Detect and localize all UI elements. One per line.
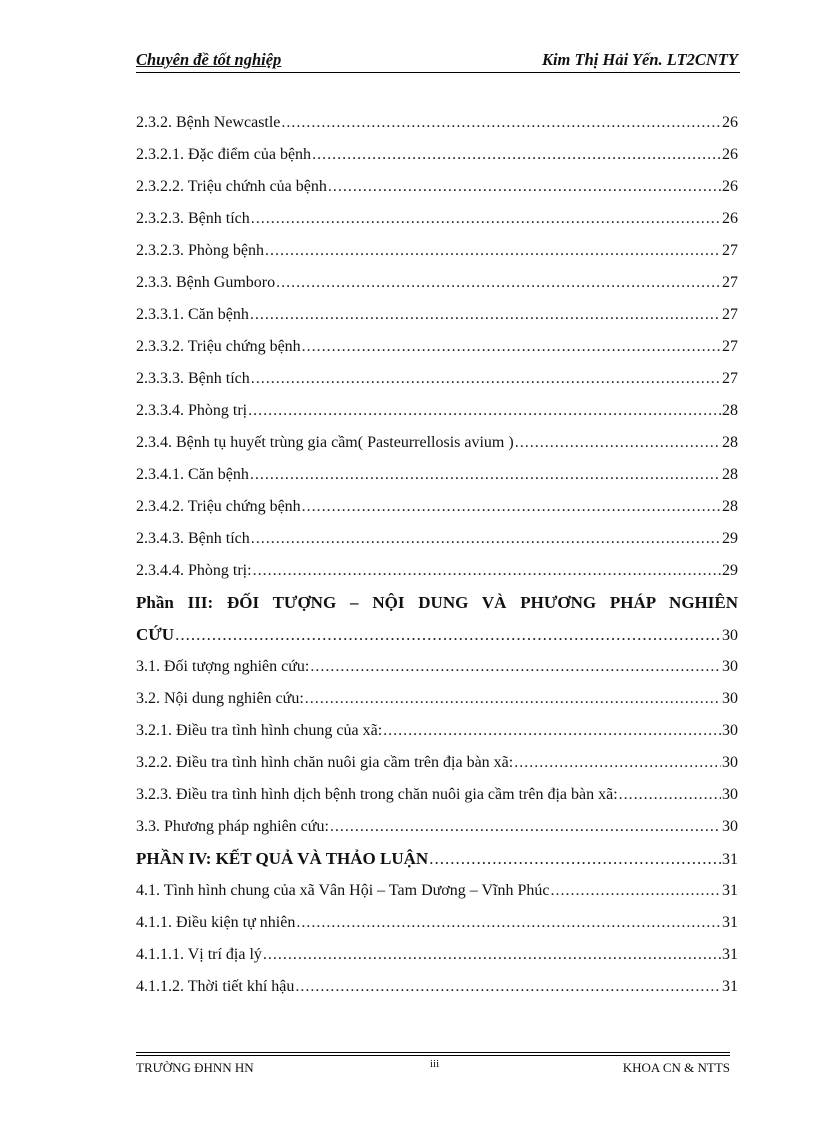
toc-entry-label: 2.3.4.3. Bệnh tích xyxy=(136,530,250,547)
toc-entry-page: 26 xyxy=(722,178,738,195)
header-title: Chuyên đề tốt nghiệp xyxy=(136,50,282,69)
toc-entry-page: 26 xyxy=(722,114,738,131)
toc-leader-dots xyxy=(302,496,721,518)
toc-leader-dots xyxy=(330,816,721,838)
toc-entry-label: 2.3.2.3. Phòng bệnh xyxy=(136,242,264,259)
toc-entry-page: 27 xyxy=(722,338,738,355)
toc-entry-label: 2.3.3.3. Bệnh tích xyxy=(136,370,250,387)
toc-entry-label: 3.1. Đối tượng nghiên cứu: xyxy=(136,658,310,675)
toc-leader-dots xyxy=(251,208,721,230)
toc-leader-dots xyxy=(281,112,721,134)
footer-page-number: iii xyxy=(430,1058,440,1070)
header-author: Kim Thị Hải Yến. LT2CNTY xyxy=(541,50,738,69)
toc-entry-label: 2.3.2.2. Triệu chứnh của bệnh xyxy=(136,178,327,195)
table-of-contents xyxy=(136,112,738,1008)
toc-leader-dots xyxy=(276,272,721,294)
toc-leader-dots xyxy=(550,880,721,902)
toc-leader-dots xyxy=(263,944,721,966)
toc-entry xyxy=(136,912,738,944)
toc-entry-page: 30 xyxy=(722,818,738,835)
toc-leader-dots xyxy=(251,528,721,550)
toc-leader-dots xyxy=(250,464,721,486)
toc-part3-heading: Phần III: ĐỐI TƯỢNG – NỘI DUNG VÀ PHƯƠNG PHÁP NGHIÊN xyxy=(136,593,738,612)
toc-entry xyxy=(136,336,738,368)
toc-entry-label: 4.1. Tình hình chung của xã Vân Hội – Tam Dương – Vĩnh Phúc xyxy=(136,882,550,899)
toc-entry-page: 30 xyxy=(722,786,738,803)
toc-entry-label: 2.3.3. Bệnh Gumboro xyxy=(136,274,276,291)
toc-leader-dots xyxy=(250,304,721,326)
toc-entry-page: 31 xyxy=(722,882,738,899)
toc-leader-dots xyxy=(310,656,721,678)
toc-entry-label: 2.3.3.2. Triệu chứng bệnh xyxy=(136,338,301,355)
toc-entry-label: 3.3. Phương pháp nghiên cứu: xyxy=(136,818,329,835)
toc-entry xyxy=(136,272,738,304)
toc-leader-dots xyxy=(302,336,721,358)
toc-entry-page: 28 xyxy=(722,402,738,419)
toc-entry-label: 3.2.3. Điều tra tình hình dịch bệnh trong chăn nuôi gia cầm trên địa bàn xã: xyxy=(136,786,618,803)
footer-school: TRƯỜNG ĐHNN HN xyxy=(136,1060,254,1075)
toc-entry xyxy=(136,464,738,496)
toc-leader-dots xyxy=(296,912,721,934)
toc-part3-continuation: CỨU ..... 30 xyxy=(136,624,738,656)
toc-entry-page: 30 xyxy=(722,690,738,707)
toc-entry-page: 31 xyxy=(722,946,738,963)
toc-entry xyxy=(136,144,738,176)
toc-entry-label: 2.3.2. Bệnh Newcastle xyxy=(136,114,281,131)
toc-entry-page: 30 xyxy=(722,658,738,675)
toc-entry-page: 31 xyxy=(722,978,738,995)
toc-leader-dots xyxy=(305,688,721,710)
toc-part4-heading: PHẦN IV: KẾT QUẢ VÀ THẢO LUẬN ..... 31 xyxy=(136,848,738,880)
toc-entry-label: 3.2.2. Điều tra tình hình chăn nuôi gia cầm trên địa bàn xã: xyxy=(136,754,514,771)
page-header xyxy=(136,50,740,73)
toc-entry-label: 3.2. Nội dung nghiên cứu: xyxy=(136,690,304,707)
toc-entry xyxy=(136,528,738,560)
toc-entry-page: 27 xyxy=(722,370,738,387)
toc-entry-page: 30 xyxy=(722,754,738,771)
toc-leader-dots xyxy=(514,752,721,774)
toc-entry xyxy=(136,944,738,976)
toc-entry xyxy=(136,112,738,144)
toc-entry-label: 2.3.2.3. Bệnh tích xyxy=(136,210,250,227)
toc-entry xyxy=(136,976,738,1008)
toc-entry xyxy=(136,656,738,688)
toc-entry-page: 26 xyxy=(722,210,738,227)
toc-leader-dots xyxy=(253,560,721,582)
toc-entry xyxy=(136,560,738,592)
toc-entry-label: 4.1.1.2. Thời tiết khí hậu xyxy=(136,978,295,995)
toc-entry xyxy=(136,400,738,432)
toc-entry-page: 26 xyxy=(722,146,738,163)
toc-leader-dots xyxy=(515,432,721,454)
toc-entry xyxy=(136,688,738,720)
toc-entry-label: 3.2.1. Điều tra tình hình chung của xã: xyxy=(136,722,383,739)
toc-leader-dots xyxy=(619,784,721,806)
toc-entry xyxy=(136,176,738,208)
toc-entry-label: 2.3.3.4. Phòng trị xyxy=(136,402,248,419)
toc-leader-dots xyxy=(295,976,721,998)
toc-entry xyxy=(136,816,738,848)
toc-leader-dots xyxy=(248,400,721,422)
toc-entry-label: 2.3.4.2. Triệu chứng bệnh xyxy=(136,498,301,515)
toc-entry-label: 4.1.1.1. Vị trí địa lý xyxy=(136,946,262,963)
toc-entry-page: 31 xyxy=(722,914,738,931)
toc-entry xyxy=(136,880,738,912)
toc-entry xyxy=(136,720,738,752)
toc-entry-label: 2.3.3.1. Căn bệnh xyxy=(136,306,249,323)
toc-entry-page: 29 xyxy=(722,530,738,547)
toc-leader-dots xyxy=(251,368,721,390)
toc-entry xyxy=(136,368,738,400)
toc-entry-page: 29 xyxy=(722,562,738,579)
toc-entry-page: 28 xyxy=(722,466,738,483)
toc-entry-page: 28 xyxy=(722,434,738,451)
toc-entry xyxy=(136,304,738,336)
toc-entry xyxy=(136,752,738,784)
toc-leader-dots xyxy=(383,720,721,742)
toc-entry xyxy=(136,496,738,528)
toc-entry xyxy=(136,784,738,816)
toc-leader-dots xyxy=(265,240,721,262)
toc-entry-label: 4.1.1. Điều kiện tự nhiên xyxy=(136,914,296,931)
toc-entry-page: 28 xyxy=(722,498,738,515)
toc-entry-page: 27 xyxy=(722,274,738,291)
toc-entry xyxy=(136,240,738,272)
toc-leader-dots xyxy=(312,144,721,166)
toc-entry xyxy=(136,208,738,240)
toc-entry-page: 27 xyxy=(722,242,738,259)
footer-faculty: KHOA CN & NTTS xyxy=(622,1060,730,1075)
toc-entry-label: 2.3.4. Bệnh tụ huyết trùng gia cầm( Pasteurrellosis avium ) xyxy=(136,434,514,451)
toc-entry-page: 27 xyxy=(722,306,738,323)
toc-entry-label: 2.3.4.4. Phòng trị: xyxy=(136,562,252,579)
toc-entry-page: 30 xyxy=(722,722,738,739)
toc-entry xyxy=(136,432,738,464)
toc-entry-label: 2.3.4.1. Căn bệnh xyxy=(136,466,249,483)
toc-entry-label: 2.3.2.1. Đặc điểm của bệnh xyxy=(136,146,312,163)
toc-leader-dots xyxy=(328,176,721,198)
page-footer xyxy=(136,1052,730,1075)
